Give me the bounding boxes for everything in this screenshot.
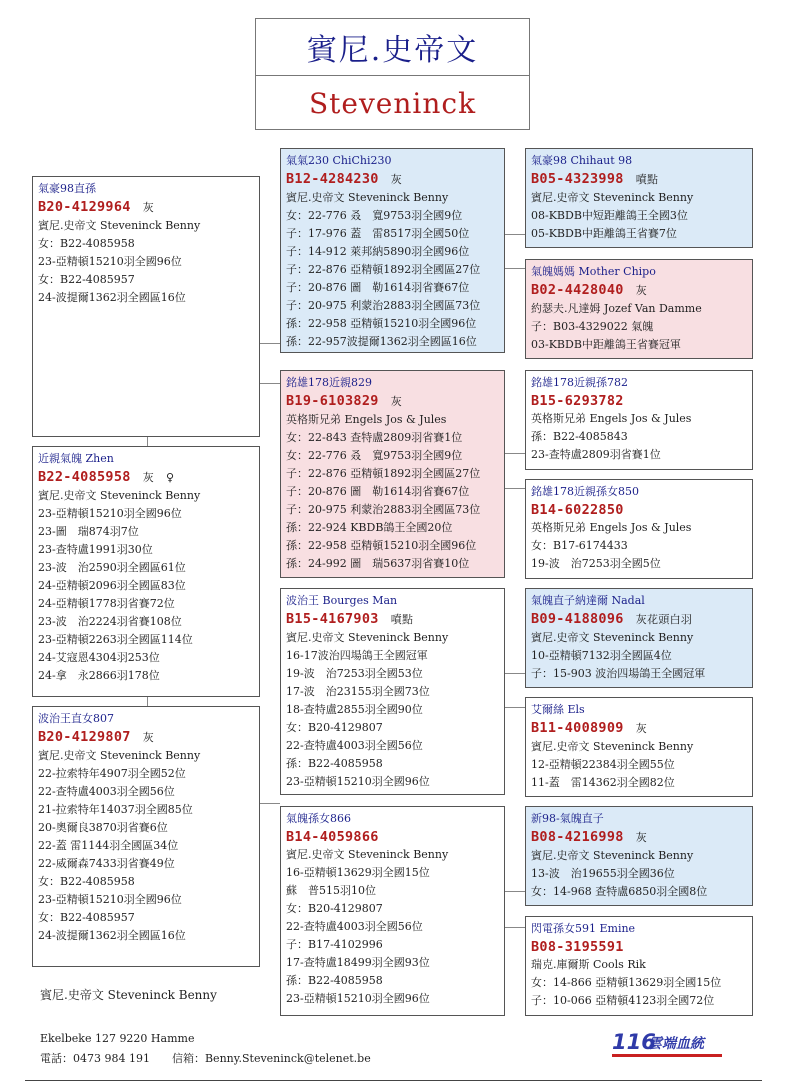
info-line: 19-波 治7253羽全國53位 bbox=[286, 667, 423, 680]
color-label: 灰 bbox=[635, 722, 648, 735]
info-line: 24-亞精頓2096羽全國區83位 bbox=[38, 579, 186, 592]
info-line: 女：22-776 叒 寬9753羽全國9位 bbox=[286, 449, 463, 462]
connector-line bbox=[260, 383, 280, 384]
card-sire-dam bbox=[280, 370, 505, 578]
info-line: 23-亞精頓15210羽全國96位 bbox=[286, 775, 430, 788]
info-line: 23-圖 瑞874羽7位 bbox=[38, 525, 139, 538]
connector-line bbox=[505, 673, 525, 674]
brand-logo bbox=[612, 1030, 722, 1054]
info-line: 孫：22-924 KBDB鴿王全國20位 bbox=[286, 521, 453, 534]
card-dam-sire bbox=[280, 588, 505, 795]
ring-number: B12-4284230 灰 bbox=[286, 171, 403, 187]
info-line: 10-亞精頓7132羽全國區4位 bbox=[531, 649, 672, 662]
info-line: 女：B20-4129807 bbox=[286, 721, 383, 734]
connector-line bbox=[260, 803, 280, 804]
breeder-name-chinese: 賓尼.史帝文 bbox=[256, 19, 529, 76]
info-line: 女：B20-4129807 bbox=[286, 902, 383, 915]
pigeon-name: 氣豪98 Chihaut 98 bbox=[531, 154, 633, 167]
pigeon-name: 氣魄孫女866 bbox=[286, 812, 351, 825]
logo-underline bbox=[612, 1054, 722, 1057]
pigeon-name: 波治王 Bourges Man bbox=[286, 594, 398, 607]
info-line: 23-查特盧1991羽30位 bbox=[38, 543, 153, 556]
info-line: 12-亞精頓22384羽全國55位 bbox=[531, 758, 675, 771]
info-line: 女：B22-4085958 bbox=[38, 237, 135, 250]
bottom-divider bbox=[25, 1080, 762, 1081]
info-line: 23-波 治2590羽全國區61位 bbox=[38, 561, 186, 574]
card-sire bbox=[32, 446, 260, 697]
pigeon-name: 氣魄媽媽 Mother Chipo bbox=[531, 265, 656, 278]
info-line: 賓尼.史帝文 Steveninck Benny bbox=[38, 489, 201, 502]
logo-text: 雲端血統 bbox=[648, 1036, 704, 1052]
info-line: 16-17波治四場鴿王全國冠軍 bbox=[286, 649, 428, 662]
info-line: 賓尼.史帝文 Steveninck Benny bbox=[286, 848, 449, 861]
ring-number: B02-4428040 灰 bbox=[531, 282, 648, 298]
info-line: 賓尼.史帝文 Steveninck Benny bbox=[531, 849, 694, 862]
info-line: 23-亞精頓15210羽全國96位 bbox=[38, 893, 182, 906]
info-line: 孫：B22-4085958 bbox=[286, 757, 383, 770]
info-line: 22-拉索特年4907羽全國52位 bbox=[38, 767, 186, 780]
color-label: 灰花頭白羽 bbox=[635, 613, 693, 626]
info-line: 22-查特盧4003羽全國56位 bbox=[38, 785, 175, 798]
info-line: 子：14-912 萊邦納5890羽全國96位 bbox=[286, 245, 470, 258]
pigeon-name: 新98-氣魄直子 bbox=[531, 812, 604, 825]
info-line: 23-波 治2224羽省賽108位 bbox=[38, 615, 182, 628]
card-sdd bbox=[525, 479, 753, 579]
connector-line bbox=[505, 707, 525, 708]
info-line: 24-波提爾1362羽全國區16位 bbox=[38, 929, 186, 942]
info-line: 24-艾寇恩4304羽253位 bbox=[38, 651, 160, 664]
ring-number: B20-4129807 灰 bbox=[38, 729, 155, 745]
info-line: 17-波 治23155羽全國73位 bbox=[286, 685, 430, 698]
connector-line bbox=[505, 488, 525, 489]
ring-number: B14-4059866 bbox=[286, 829, 379, 845]
info-line: 孫：22-958 亞精頓15210羽全國96位 bbox=[286, 539, 477, 552]
info-line: 孫：B22-4085958 bbox=[286, 974, 383, 987]
ring-number: B15-4167903 噴點 bbox=[286, 611, 414, 627]
info-line: 女：B22-4085957 bbox=[38, 273, 135, 286]
connector-line bbox=[505, 453, 525, 454]
info-line: 18-查特盧2855羽全國90位 bbox=[286, 703, 423, 716]
info-line: 23-亞精頓2263羽全國區114位 bbox=[38, 633, 193, 646]
info-line: 20-奧爾良3870羽省賽6位 bbox=[38, 821, 168, 834]
footer-contact: 電話：0473 984 191 信箱：Benny.Steveninck@telenet.be bbox=[40, 1052, 371, 1065]
info-line: 賓尼.史帝文 Steveninck Benny bbox=[286, 191, 449, 204]
info-line: 女：14-968 查特盧6850羽全國8位 bbox=[531, 885, 708, 898]
footer-address: Ekelbeke 127 9220 Hamme bbox=[40, 1032, 195, 1045]
info-line: 子：B03-4329022 氣魄 bbox=[531, 320, 654, 333]
card-dsd bbox=[525, 697, 753, 797]
info-line: 22-威爾森7433羽省賽49位 bbox=[38, 857, 175, 870]
connector-line bbox=[147, 437, 148, 446]
info-line: 女：22-843 查特盧2809羽省賽1位 bbox=[286, 431, 463, 444]
info-line: 子：20-975 利蒙治2883羽全國區73位 bbox=[286, 503, 481, 516]
info-line: 03-KBDB中距離鴿王省賽冠軍 bbox=[531, 338, 681, 351]
info-line: 21-拉索特年14037羽全國85位 bbox=[38, 803, 193, 816]
card-dds bbox=[525, 806, 753, 906]
card-subject bbox=[32, 176, 260, 437]
info-line: 子：20-876 圖 勒1614羽省賽67位 bbox=[286, 485, 470, 498]
connector-line bbox=[505, 268, 525, 269]
info-line: 孫：22-957波提爾1362羽全國區16位 bbox=[286, 335, 477, 348]
info-line: 賓尼.史帝文 Steveninck Benny bbox=[286, 631, 449, 644]
color-label: 灰 bbox=[390, 173, 403, 186]
ring-number: B15-6293782 bbox=[531, 393, 624, 409]
info-line: 賓尼.史帝文 Steveninck Benny bbox=[531, 191, 694, 204]
card-dam bbox=[32, 706, 260, 967]
pedigree-header bbox=[255, 18, 530, 130]
ring-number: B08-3195591 bbox=[531, 939, 624, 955]
info-line: 賓尼.史帝文 Steveninck Benny bbox=[38, 749, 201, 762]
ring-number: B08-4216998 灰 bbox=[531, 829, 648, 845]
info-line: 子：15-903 波治四場鴿王全國冠軍 bbox=[531, 667, 706, 680]
card-dss bbox=[525, 588, 753, 688]
info-line: 子：20-975 利蒙治2883羽全國區73位 bbox=[286, 299, 481, 312]
pigeon-name: 氣魄直子納達爾 Nadal bbox=[531, 594, 645, 607]
info-line: 賓尼.史帝文 Steveninck Benny bbox=[531, 631, 694, 644]
connector-line bbox=[260, 343, 280, 344]
ring-number: B05-4323998 噴點 bbox=[531, 171, 659, 187]
pigeon-name: 閃電孫女591 Emine bbox=[531, 922, 636, 935]
color-label: 灰 bbox=[142, 471, 155, 484]
ring-number: B14-6022850 bbox=[531, 502, 624, 518]
connector-line bbox=[505, 234, 525, 235]
card-sds bbox=[525, 370, 753, 470]
logo-number: 116 bbox=[612, 1030, 656, 1054]
info-line: 蘇 普515羽10位 bbox=[286, 884, 376, 897]
color-label: 灰 bbox=[142, 201, 155, 214]
info-line: 23-亞精頓15210羽全國96位 bbox=[286, 992, 430, 1005]
card-ddd bbox=[525, 916, 753, 1016]
info-line: 24-拿 永2866羽178位 bbox=[38, 669, 160, 682]
info-line: 女：14-866 亞精頓13629羽全國15位 bbox=[531, 976, 722, 989]
info-line: 約瑟夫.凡達姆 Jozef Van Damme bbox=[531, 302, 702, 315]
connector-line bbox=[505, 927, 525, 928]
card-sire-sire bbox=[280, 148, 505, 353]
info-line: 孫：22-958 亞精頓15210羽全國96位 bbox=[286, 317, 477, 330]
info-line: 16-亞精頓13629羽全國15位 bbox=[286, 866, 430, 879]
ring-number: B22-4085958 灰 ♀ bbox=[38, 469, 175, 485]
info-line: 22-查特盧4003羽全國56位 bbox=[286, 920, 423, 933]
info-line: 24-亞精頓1778羽省賽72位 bbox=[38, 597, 175, 610]
info-line: 女：22-776 叒 寬9753羽全國9位 bbox=[286, 209, 463, 222]
breeder-name-english: Steveninck bbox=[308, 87, 477, 120]
ring-number: B19-6103829 灰 bbox=[286, 393, 403, 409]
info-line: 孫：B22-4085843 bbox=[531, 430, 628, 443]
breeder-signature: 賓尼.史帝文 Steveninck Benny bbox=[40, 988, 217, 1002]
info-line: 08-KBDB中短距離鴿王全國3位 bbox=[531, 209, 688, 222]
pigeon-name: 近親氣魄 Zhen bbox=[38, 452, 114, 465]
ring-number: B09-4188096 灰花頭白羽 bbox=[531, 611, 693, 627]
connector-line bbox=[505, 891, 525, 892]
color-label: 灰 bbox=[635, 831, 648, 844]
card-ssd bbox=[525, 259, 753, 359]
info-line: 英格斯兄弟 Engels Jos & Jules bbox=[286, 413, 447, 426]
color-label: 灰 bbox=[635, 284, 648, 297]
info-line: 女：B22-4085958 bbox=[38, 875, 135, 888]
info-line: 17-查特盧18499羽全國93位 bbox=[286, 956, 430, 969]
pigeon-name: 銘雄178近親孫782 bbox=[531, 376, 628, 389]
info-line: 子：B17-4102996 bbox=[286, 938, 383, 951]
info-line: 23-亞精頓15210羽全國96位 bbox=[38, 255, 182, 268]
pigeon-name: 艾爾絲 Els bbox=[531, 703, 585, 716]
info-line: 英格斯兄弟 Engels Jos & Jules bbox=[531, 412, 692, 425]
info-line: 英格斯兄弟 Engels Jos & Jules bbox=[531, 521, 692, 534]
info-line: 女：B22-4085957 bbox=[38, 911, 135, 924]
card-sss bbox=[525, 148, 753, 248]
color-label: 噴點 bbox=[390, 613, 414, 626]
pigeon-name: 氣氣230 ChiChi230 bbox=[286, 154, 392, 167]
color-label: 噴點 bbox=[635, 173, 659, 186]
info-line: 瑞克.庫爾斯 Cools Rik bbox=[531, 958, 646, 971]
info-line: 女：B17-6174433 bbox=[531, 539, 628, 552]
info-line: 24-波提爾1362羽全國區16位 bbox=[38, 291, 186, 304]
info-line: 子：22-876 亞精頓1892羽全國區27位 bbox=[286, 263, 481, 276]
info-line: 子：10-066 亞精頓4123羽全國72位 bbox=[531, 994, 715, 1007]
info-line: 子：20-876 圖 勒1614羽省賽67位 bbox=[286, 281, 470, 294]
pigeon-name: 銘雄178近親829 bbox=[286, 376, 372, 389]
info-line: 13-波 治19655羽全國36位 bbox=[531, 867, 675, 880]
info-line: 22-查特盧4003羽全國56位 bbox=[286, 739, 423, 752]
info-line: 11-蓋 雷14362羽全國82位 bbox=[531, 776, 675, 789]
info-line: 05-KBDB中距離鴿王省賽7位 bbox=[531, 227, 677, 240]
pigeon-name: 波治王直女807 bbox=[38, 712, 114, 725]
color-label: 灰 bbox=[390, 395, 403, 408]
info-line: 賓尼.史帝文 Steveninck Benny bbox=[38, 219, 201, 232]
info-line: 22-蓋 雷1144羽全國區34位 bbox=[38, 839, 179, 852]
card-dam-dam bbox=[280, 806, 505, 1016]
ring-number: B11-4008909 灰 bbox=[531, 720, 648, 736]
info-line: 子：17-976 蓋 雷8517羽全國50位 bbox=[286, 227, 470, 240]
ring-number: B20-4129964 灰 bbox=[38, 199, 155, 215]
info-line: 23-查特盧2809羽省賽1位 bbox=[531, 448, 661, 461]
info-line: 23-亞精頓15210羽全國96位 bbox=[38, 507, 182, 520]
info-line: 子：22-876 亞精頓1892羽全國區27位 bbox=[286, 467, 481, 480]
info-line: 賓尼.史帝文 Steveninck Benny bbox=[531, 740, 694, 753]
color-label: 灰 bbox=[142, 731, 155, 744]
sex-symbol: ♀ bbox=[166, 471, 175, 484]
pigeon-name: 銘雄178近親孫女850 bbox=[531, 485, 639, 498]
pigeon-name: 氣豪98直孫 bbox=[38, 182, 96, 195]
info-line: 19-波 治7253羽全國5位 bbox=[531, 557, 661, 570]
info-line: 孫：24-992 圖 瑞5637羽省賽10位 bbox=[286, 557, 470, 570]
connector-line bbox=[147, 697, 148, 706]
